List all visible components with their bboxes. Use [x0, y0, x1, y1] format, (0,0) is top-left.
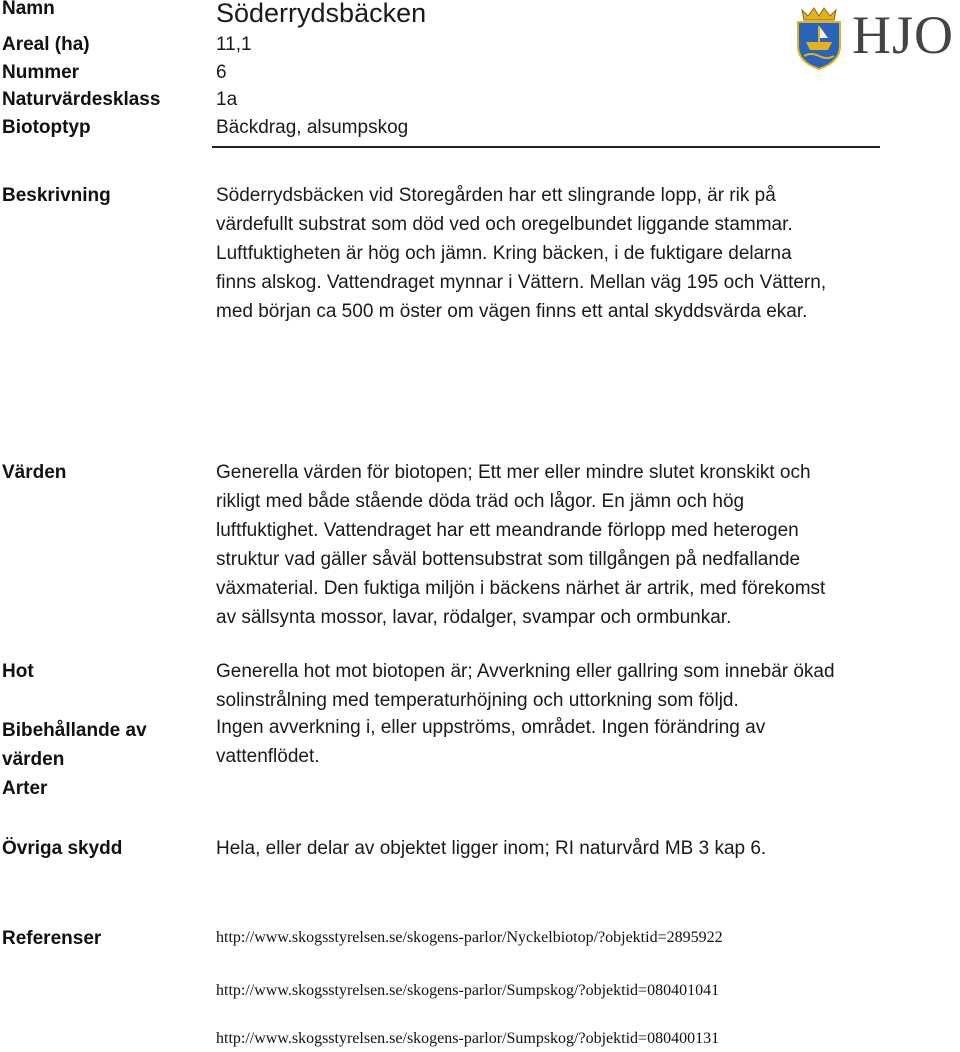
text-line: med början ca 500 m öster om vägen finns ett antal skyddsvärda ekar.: [216, 301, 808, 322]
text-line: struktur vad gäller såväl bottensubstrat som tillgången på nedfallande: [216, 549, 801, 570]
text-line: Söderrydsbäcken vid Storegården har ett slingrande lopp, är rik på: [216, 185, 776, 206]
reference-link[interactable]: http://www.skogsstyrelsen.se/skogens-parlor/Sumpskog/?objektid=080400131: [216, 1030, 720, 1047]
reference-link[interactable]: http://www.skogsstyrelsen.se/skogens-parlor/Sumpskog/?objektid=080401041: [216, 982, 720, 999]
text-line: solinstrålning med temperaturhöjning och uttorkning som följd.: [216, 690, 739, 711]
text-line: finns alskog. Vattendraget mynnar i Vättern. Mellan väg 195 och Vättern,: [216, 272, 827, 293]
varden-label: Värden: [2, 462, 67, 483]
text-line: luftfuktighet. Vattendraget har ett meandrande förlopp med heterogen: [216, 520, 799, 541]
areal-value: 11,1: [216, 34, 252, 55]
header-divider: [212, 146, 880, 148]
naturvardesklass-value: 1a: [216, 89, 238, 110]
reference-link[interactable]: http://www.skogsstyrelsen.se/skogens-parlor/Nyckelbiotop/?objektid=2895922: [216, 929, 723, 946]
ovriga-skydd-text: Hela, eller delar av objektet ligger inom; RI naturvård MB 3 kap 6.: [216, 838, 767, 859]
text-line: Generella hot mot biotopen är; Avverkning eller gallring som innebär ökad: [216, 661, 835, 682]
text-line: av sällsynta mossor, lavar, rödalger, svampar och ormbunkar.: [216, 607, 732, 628]
bibehallande-label: [2, 716, 147, 774]
bibehallande-label-line: värden: [2, 749, 65, 770]
bibehallande-text: [216, 713, 916, 771]
text-line: rikligt med både stående döda träd och lågor. En jämn och hög: [216, 491, 745, 512]
text-line: vattenflödet.: [216, 746, 320, 767]
areal-label: Areal (ha): [2, 34, 90, 55]
nummer-value: 6: [216, 62, 227, 83]
naturvardesklass-label: Naturvärdesklass: [2, 89, 161, 110]
biotoptyp-label: Biotoptyp: [2, 117, 91, 138]
bibehallande-label-line: Bibehållande av: [2, 720, 147, 741]
page-title: Söderrydsbäcken: [216, 0, 427, 28]
nummer-label: Nummer: [2, 62, 80, 83]
varden-text: [216, 458, 916, 632]
text-line: Generella värden för biotopen; Ett mer eller mindre slutet kronskikt och: [216, 462, 811, 483]
ovriga-skydd-label: Övriga skydd: [2, 838, 123, 859]
text-line: växmaterial. Den fuktiga miljön i bäckens närhet är artrik, med förekomst: [216, 578, 826, 599]
logo-text: HJO: [852, 5, 955, 65]
beskrivning-label: Beskrivning: [2, 185, 111, 206]
biotoptyp-value: Bäckdrag, alsumpskog: [216, 117, 409, 138]
namn-label: Namn: [2, 0, 55, 19]
text-line: värdefullt substrat som död ved och oregelbundet liggande stammar.: [216, 214, 793, 235]
text-line: Luftfuktigheten är hög och jämn. Kring bäcken, i de fuktigare delarna: [216, 243, 792, 264]
referenser-label: Referenser: [2, 928, 102, 949]
hot-label: Hot: [2, 661, 34, 682]
coat-of-arms-icon: [794, 2, 844, 70]
beskrivning-text: [216, 181, 916, 326]
arter-label: Arter: [2, 778, 48, 799]
text-line: Ingen avverkning i, eller uppströms, området. Ingen förändring av: [216, 717, 766, 738]
hot-text: [216, 657, 936, 715]
hjo-logo: [794, 2, 960, 72]
